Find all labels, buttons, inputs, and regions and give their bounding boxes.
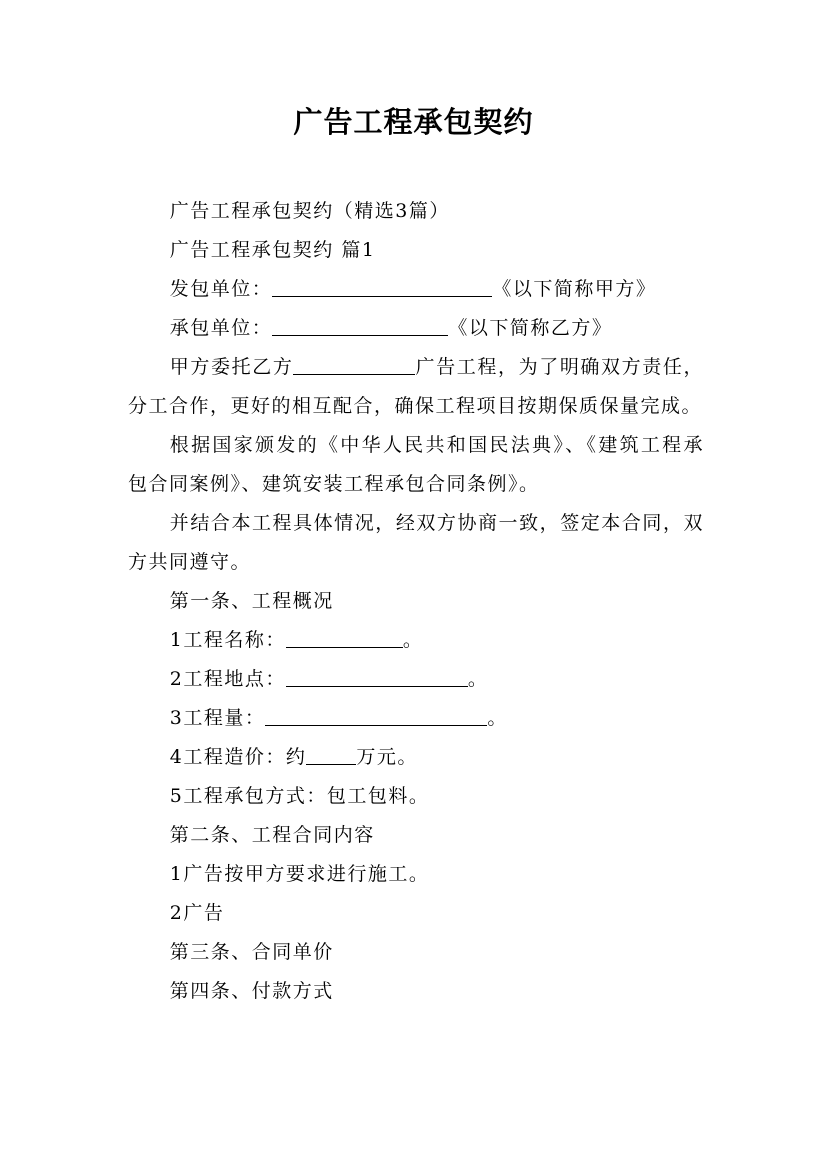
paragraph-article-heading: 广告工程承包契约 篇1 — [169, 239, 376, 261]
section-heading-3: 第三条、合同单价 — [169, 941, 334, 963]
section-heading-1: 第一条、工程概况 — [169, 590, 334, 612]
project-location-blank — [286, 666, 468, 687]
contractor-note: 《以下简称乙方》 — [448, 317, 613, 339]
commission-text-start: 甲方委托乙方 — [169, 356, 294, 378]
employer-blank — [272, 276, 492, 297]
document-body — [128, 192, 704, 1011]
project-name-blank — [293, 354, 415, 375]
paragraph-commission — [128, 348, 704, 426]
item-end: 。 — [487, 707, 508, 729]
content-item-2: 2广告 — [169, 902, 225, 924]
section-heading-4: 第四条、付款方式 — [169, 980, 334, 1002]
paragraph-agreement: 并结合本工程具体情况，经双方协商一致，签定本合同，双方共同遵守。 — [128, 512, 704, 573]
paragraph-employer — [128, 270, 704, 309]
document-title: 广告工程承包契约 — [293, 105, 534, 139]
employer-note: 《以下简称甲方》 — [492, 278, 657, 300]
contractor-label: 承包单位： — [169, 317, 273, 339]
item-end: 。 — [467, 668, 489, 690]
item-project-cost — [128, 738, 704, 777]
item-project-location — [128, 660, 704, 699]
item-project-name — [128, 621, 704, 660]
content-item-1: 1广告按甲方要求进行施工。 — [169, 863, 430, 885]
commission-text-end: 广告工程，为了明确双方责任，分工合作，更好的相互配合，确保工程项目按期保质保量完成。 — [128, 356, 704, 417]
item-label: 4工程造价：约 — [169, 746, 307, 768]
section-heading-2: 第二条、工程合同内容 — [169, 824, 375, 846]
item-label: 3工程量： — [169, 707, 266, 729]
paragraph-legal-basis: 根据国家颁发的《中华人民共和国民法典》、《建筑工程承包合同案例》、建筑安装工程承包合同条例》。 — [128, 434, 704, 495]
item-end: 。 — [402, 629, 424, 651]
project-quantity-blank — [265, 705, 487, 726]
item-label: 2工程地点： — [169, 668, 286, 690]
item-project-quantity — [128, 699, 704, 738]
paragraph-contractor — [128, 309, 704, 348]
project-name-field-blank — [286, 627, 403, 648]
employer-label: 发包单位： — [169, 278, 273, 300]
project-cost-blank — [306, 744, 356, 765]
item-label: 1工程名称： — [169, 629, 286, 651]
item-end: 万元。 — [356, 746, 418, 768]
item-contract-method: 5工程承包方式：包工包料。 — [169, 785, 430, 807]
contractor-blank — [272, 315, 448, 336]
paragraph-subtitle: 广告工程承包契约（精选3篇） — [169, 200, 450, 222]
